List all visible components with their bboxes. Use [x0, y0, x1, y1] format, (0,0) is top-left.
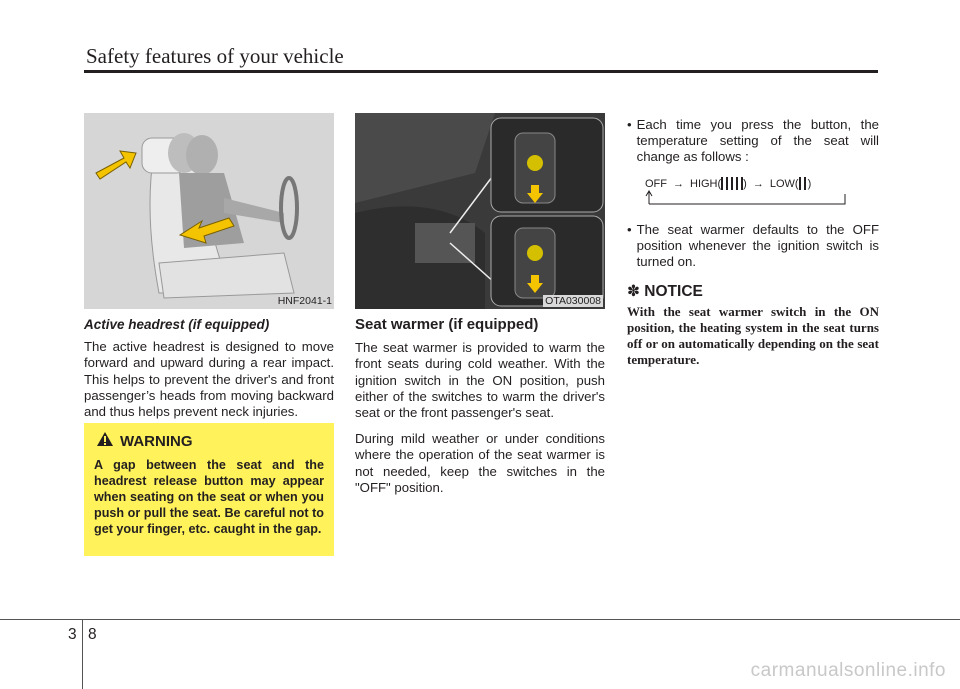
figure-caption: OTA030008 — [545, 295, 601, 307]
sequence-high: HIGH( ) — [690, 177, 747, 190]
page-number: 8 — [88, 626, 97, 643]
chapter-number: 3 — [68, 626, 77, 643]
body-paragraph: During mild weather or under conditions where the operation of the seat warmer is not needed, keep the switches in the "OFF" position. — [355, 431, 605, 495]
header-rule — [84, 70, 878, 73]
section-heading: Active headrest (if equipped) — [84, 317, 270, 332]
seat-warmer-illustration — [355, 113, 605, 309]
warning-box — [84, 423, 334, 556]
warning-title-row — [96, 431, 324, 451]
headrest-illustration — [84, 113, 334, 309]
bullet-dot: • — [627, 221, 632, 237]
bullet-item — [627, 117, 879, 166]
heat-low-icon — [799, 177, 808, 190]
right-column — [627, 117, 879, 368]
bullet-text: The seat warmer defaults to the OFF position whenever the ignition switch is turned on. — [636, 221, 879, 270]
footer-divider — [82, 619, 83, 689]
page-header-title: Safety features of your vehicle — [86, 44, 344, 68]
bullet-dot: • — [627, 117, 632, 132]
footer-rule — [0, 619, 960, 620]
notice-text: With the seat warmer switch in the ON position, the heating system in the seat turns off or on automatically depending on the seat temperature. — [627, 304, 879, 368]
heat-high-icon — [721, 177, 743, 190]
body-paragraph: The seat warmer is provided to warm the front seats during cold weather. With the ignition switch in the ON position, push either of the switches to warm the driver's seat or the front passenger's seat. — [355, 340, 605, 421]
arrow-right-icon: → — [752, 177, 764, 190]
figure-caption: HNF2041-1 — [277, 295, 332, 307]
warning-title: WARNING — [120, 432, 193, 450]
sequence-off: OFF — [645, 177, 667, 190]
headrest-figure — [84, 113, 334, 309]
sequence-low: LOW( ) — [769, 177, 812, 190]
seat-warmer-figure — [355, 113, 605, 309]
bullet-text: Each time you press the button, the temperature setting of the seat will change as follows : — [636, 117, 879, 165]
body-paragraph: The active headrest is designed to move forward and upward during a rear impact. This helps to prevent the driver's and front passenger’s heads from moving backward and thus helps prevent neck injuries. — [84, 339, 334, 420]
temperature-sequence — [645, 174, 879, 214]
middle-column — [355, 317, 605, 506]
watermark: carmanualsonline.info — [750, 660, 946, 681]
bullet-item — [627, 222, 879, 271]
return-arrow-icon — [645, 190, 855, 210]
warning-text: A gap between the seat and the headrest release button may appear when seating on the seat or when you push or pull the seat. Be careful not to get your finger, etc. caught in the gap. — [94, 458, 324, 536]
arrow-right-icon: → — [673, 177, 684, 190]
notice-title: ✽ NOTICE — [627, 283, 703, 301]
warning-triangle-icon — [96, 431, 114, 451]
section-heading: Seat warmer (if equipped) — [355, 316, 539, 333]
left-column — [84, 317, 334, 430]
